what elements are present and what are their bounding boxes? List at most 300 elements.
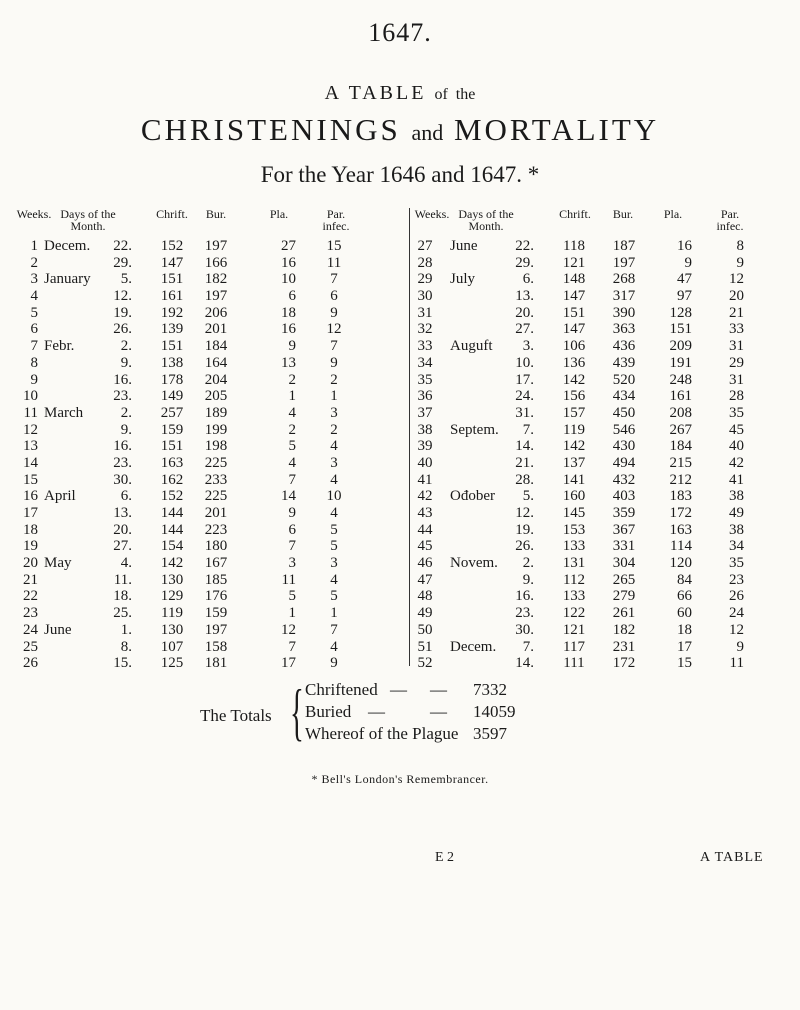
parishes-infected-cell: 5 bbox=[330, 521, 338, 538]
parishes-infected-cell: 49 bbox=[729, 505, 744, 521]
day-of-month: 25. bbox=[113, 605, 132, 622]
month-name: July bbox=[450, 271, 476, 288]
plague-cell: 11 bbox=[281, 571, 296, 588]
header-bur-right: Bur. bbox=[612, 207, 634, 221]
burials-cell: 367 bbox=[612, 521, 636, 538]
day-of-month: 24. bbox=[515, 388, 534, 405]
parishes-infected-cell: 1 bbox=[330, 388, 338, 405]
christenings-cell: 111 bbox=[563, 655, 585, 672]
header-par-line1: Par. bbox=[720, 207, 740, 221]
burials-cell: 187 bbox=[612, 238, 636, 254]
header-par-right bbox=[706, 208, 754, 232]
christenings-cell: 156 bbox=[562, 388, 586, 405]
week-number: 11 bbox=[23, 404, 38, 421]
burials-cell: 181 bbox=[204, 655, 228, 672]
burials-cell: 197 bbox=[612, 254, 636, 271]
parishes-infected-cell: 33 bbox=[729, 321, 744, 338]
christenings-cell: 137 bbox=[562, 454, 586, 471]
plague-cell: 2 bbox=[288, 371, 296, 388]
table-row bbox=[16, 455, 788, 472]
header-weeks-right: Weeks. bbox=[414, 207, 450, 221]
plague-cell: 7 bbox=[288, 538, 296, 555]
burials-cell: 359 bbox=[612, 505, 636, 521]
month-name: Auguft bbox=[450, 338, 493, 355]
plague-cell: 7 bbox=[288, 638, 296, 655]
day-of-month: 2. bbox=[120, 338, 132, 355]
plague-cell: 7 bbox=[288, 471, 296, 488]
month-name: June bbox=[44, 621, 72, 638]
christenings-cell: 192 bbox=[160, 304, 184, 321]
christenings-cell: 141 bbox=[562, 471, 586, 488]
burials-cell: 331 bbox=[612, 538, 636, 555]
parishes-infected-cell: 42 bbox=[729, 454, 744, 471]
table-caption: For the Year 1646 and 1647. * bbox=[260, 162, 540, 187]
month-name: Decem. bbox=[450, 638, 497, 655]
parishes-infected-cell: 4 bbox=[330, 638, 338, 655]
christenings-cell: 121 bbox=[562, 621, 586, 638]
plague-cell: 16 bbox=[677, 238, 692, 254]
burials-cell: 363 bbox=[612, 321, 636, 338]
header-par-line2: infec. bbox=[716, 219, 744, 233]
plague-cell: 2 bbox=[288, 421, 296, 438]
christenings-cell: 133 bbox=[562, 538, 586, 555]
burials-cell: 199 bbox=[204, 421, 228, 438]
christenings-cell: 139 bbox=[160, 321, 184, 338]
week-number: 26 bbox=[23, 655, 38, 672]
parishes-infected-cell: 38 bbox=[729, 488, 744, 505]
header-days-line1: Days of the bbox=[60, 207, 116, 221]
header-days-line1: Days of the bbox=[458, 207, 514, 221]
week-number: 17 bbox=[23, 505, 38, 521]
week-number: 27 bbox=[417, 238, 433, 254]
christenings-cell: 122 bbox=[562, 605, 586, 622]
day-of-month: 9. bbox=[120, 421, 132, 438]
table-row bbox=[16, 305, 788, 322]
day-of-month: 11. bbox=[113, 571, 132, 588]
week-number: 19 bbox=[23, 538, 38, 555]
parishes-infected-cell: 29 bbox=[729, 354, 744, 371]
christenings-cell: 142 bbox=[562, 371, 586, 388]
burials-cell: 167 bbox=[204, 555, 228, 572]
christenings-cell: 152 bbox=[160, 488, 184, 505]
plague-cell: 128 bbox=[669, 304, 692, 321]
plague-cell: 248 bbox=[669, 371, 692, 388]
plague-cell: 183 bbox=[669, 488, 692, 505]
burials-cell: 204 bbox=[204, 371, 228, 388]
parishes-infected-cell: 23 bbox=[729, 571, 744, 588]
month-name: March bbox=[44, 404, 84, 421]
buried-label: Buried bbox=[305, 702, 352, 721]
brace-glyph: { bbox=[290, 676, 304, 747]
day-of-month: 28. bbox=[515, 471, 534, 488]
burials-cell: 180 bbox=[204, 538, 228, 555]
burials-cell: 197 bbox=[204, 238, 228, 254]
parishes-infected-cell: 4 bbox=[330, 505, 338, 521]
burials-cell: 185 bbox=[204, 571, 228, 588]
burials-cell: 184 bbox=[204, 338, 228, 355]
plague-cell: 47 bbox=[677, 271, 692, 288]
christenings-cell: 112 bbox=[563, 571, 585, 588]
christenings-cell: 151 bbox=[160, 338, 184, 355]
parishes-infected-cell: 35 bbox=[729, 555, 744, 572]
table-row bbox=[16, 271, 788, 288]
day-of-month: 19. bbox=[113, 304, 132, 321]
burials-cell: 546 bbox=[612, 421, 636, 438]
burials-cell: 439 bbox=[612, 354, 636, 371]
month-name: May bbox=[44, 555, 72, 572]
christenings-cell: 163 bbox=[160, 454, 184, 471]
header-bur-left: Bur. bbox=[205, 207, 227, 221]
subtitle-table: TABLE bbox=[348, 82, 427, 104]
parishes-infected-cell: 11 bbox=[326, 254, 342, 271]
burials-cell: 223 bbox=[204, 521, 228, 538]
burials-cell: 304 bbox=[612, 555, 636, 572]
day-of-month: 13. bbox=[515, 288, 534, 305]
parishes-infected-cell: 9 bbox=[330, 655, 338, 672]
burials-cell: 450 bbox=[612, 404, 636, 421]
parishes-infected-cell: 9 bbox=[330, 354, 338, 371]
parishes-infected-cell: 15 bbox=[326, 238, 342, 254]
christenings-cell: 257 bbox=[160, 404, 184, 421]
week-number: 38 bbox=[417, 421, 433, 438]
table-row bbox=[16, 288, 788, 305]
header-christ-left: Chrift. bbox=[156, 207, 188, 221]
week-number: 8 bbox=[30, 354, 38, 371]
day-of-month: 5. bbox=[522, 488, 534, 505]
plague-label: Whereof of the Plague bbox=[305, 724, 459, 743]
dash: — bbox=[390, 680, 407, 699]
title-mortality: MORTALITY bbox=[453, 112, 660, 147]
parishes-infected-cell: 10 bbox=[326, 488, 342, 505]
parishes-infected-cell: 20 bbox=[729, 288, 744, 305]
burials-cell: 197 bbox=[204, 621, 228, 638]
day-of-month: 15. bbox=[113, 655, 132, 672]
parishes-infected-cell: 21 bbox=[729, 304, 744, 321]
plague-cell: 13 bbox=[281, 354, 296, 371]
week-number: 20 bbox=[23, 555, 38, 572]
week-number: 22 bbox=[23, 588, 38, 605]
day-of-month: 12. bbox=[113, 288, 132, 305]
burials-cell: 225 bbox=[204, 488, 228, 505]
burials-cell: 189 bbox=[204, 404, 228, 421]
parishes-infected-cell: 31 bbox=[729, 338, 744, 355]
day-of-month: 9. bbox=[120, 354, 132, 371]
parishes-infected-cell: 11 bbox=[729, 655, 744, 672]
parishes-infected-cell: 4 bbox=[330, 438, 338, 455]
plague-cell: 5 bbox=[288, 438, 296, 455]
plague-cell: 215 bbox=[669, 454, 692, 471]
week-number: 36 bbox=[417, 388, 433, 405]
parishes-infected-cell: 12 bbox=[326, 321, 342, 338]
christenings-cell: 130 bbox=[160, 571, 184, 588]
parishes-infected-cell: 1 bbox=[330, 605, 338, 622]
burials-cell: 182 bbox=[612, 621, 636, 638]
plague-cell: 208 bbox=[669, 404, 692, 421]
day-of-month: 18. bbox=[113, 588, 132, 605]
week-number: 3 bbox=[30, 271, 38, 288]
month-name: April bbox=[44, 488, 76, 505]
parishes-infected-cell: 35 bbox=[729, 404, 744, 421]
christenings-cell: 151 bbox=[160, 438, 184, 455]
week-number: 25 bbox=[23, 638, 38, 655]
page-year: 1647. bbox=[368, 18, 432, 47]
burials-cell: 206 bbox=[204, 304, 228, 321]
burials-cell: 159 bbox=[204, 605, 228, 622]
day-of-month: 26. bbox=[515, 538, 534, 555]
burials-cell: 403 bbox=[612, 488, 636, 505]
week-number: 44 bbox=[417, 521, 433, 538]
week-number: 4 bbox=[30, 288, 38, 305]
parishes-infected-cell: 38 bbox=[729, 521, 744, 538]
header-par-line1: Par. bbox=[326, 207, 346, 221]
burials-cell: 233 bbox=[204, 471, 228, 488]
day-of-month: 21. bbox=[515, 454, 534, 471]
parishes-infected-cell: 3 bbox=[330, 454, 338, 471]
day-of-month: 16. bbox=[113, 438, 132, 455]
plague-cell: 12 bbox=[281, 621, 296, 638]
week-number: 51 bbox=[417, 638, 433, 655]
parishes-infected-cell: 8 bbox=[736, 238, 744, 254]
day-of-month: 23. bbox=[515, 605, 534, 622]
table-row bbox=[16, 388, 788, 405]
day-of-month: 23. bbox=[113, 388, 132, 405]
totals-block bbox=[0, 676, 800, 750]
christenings-cell: 151 bbox=[562, 304, 586, 321]
burials-cell: 201 bbox=[204, 321, 228, 338]
christenings-cell: 144 bbox=[160, 505, 184, 521]
burials-cell: 268 bbox=[612, 271, 636, 288]
plague-cell: 120 bbox=[669, 555, 692, 572]
plague-cell: 9 bbox=[288, 338, 296, 355]
plague-cell: 163 bbox=[669, 521, 692, 538]
burials-cell: 176 bbox=[204, 588, 228, 605]
day-of-month: 30. bbox=[515, 621, 534, 638]
christenings-cell: 160 bbox=[562, 488, 586, 505]
week-number: 31 bbox=[417, 304, 433, 321]
parishes-infected-cell: 7 bbox=[330, 338, 338, 355]
week-number: 1 bbox=[30, 238, 38, 254]
parishes-infected-cell: 40 bbox=[729, 438, 744, 455]
christenings-cell: 142 bbox=[160, 555, 184, 572]
burials-cell: 434 bbox=[612, 388, 636, 405]
plague-cell: 1 bbox=[288, 388, 296, 405]
week-number: 15 bbox=[23, 471, 38, 488]
burials-cell: 158 bbox=[204, 638, 228, 655]
christened-value: 7332 bbox=[473, 680, 507, 699]
christenings-cell: 152 bbox=[160, 238, 184, 254]
week-number: 30 bbox=[417, 288, 433, 305]
christenings-cell: 157 bbox=[562, 404, 586, 421]
month-name: Ođober bbox=[450, 488, 495, 505]
week-number: 9 bbox=[30, 371, 38, 388]
burials-cell: 494 bbox=[612, 454, 636, 471]
plague-cell: 9 bbox=[684, 254, 692, 271]
christenings-cell: 125 bbox=[160, 655, 184, 672]
parishes-infected-cell: 12 bbox=[729, 621, 744, 638]
christenings-cell: 117 bbox=[563, 638, 585, 655]
signature-mark: E 2 bbox=[435, 850, 455, 865]
week-number: 37 bbox=[417, 404, 433, 421]
dash: — bbox=[368, 702, 385, 721]
table-row bbox=[16, 372, 788, 389]
week-number: 14 bbox=[23, 454, 38, 471]
week-number: 45 bbox=[417, 538, 433, 555]
month-name: Septem. bbox=[450, 421, 499, 438]
christenings-cell: 154 bbox=[160, 538, 184, 555]
subtitle bbox=[0, 82, 800, 105]
burials-cell: 198 bbox=[204, 438, 228, 455]
day-of-month: 31. bbox=[515, 404, 534, 421]
christenings-cell: 159 bbox=[160, 421, 184, 438]
burials-cell: 390 bbox=[612, 304, 636, 321]
footnote: * Bell's London's Remembrancer. bbox=[311, 772, 489, 786]
burials-cell: 201 bbox=[204, 505, 228, 521]
plague-cell: 10 bbox=[281, 271, 296, 288]
parishes-infected-cell: 4 bbox=[330, 571, 338, 588]
plague-cell: 212 bbox=[669, 471, 692, 488]
christenings-cell: 133 bbox=[562, 588, 586, 605]
header-pla-right: Pla. bbox=[663, 207, 683, 221]
totals-label: The Totals bbox=[200, 706, 272, 725]
burials-cell: 432 bbox=[612, 471, 636, 488]
plague-cell: 14 bbox=[281, 488, 296, 505]
burials-cell: 166 bbox=[204, 254, 228, 271]
plague-cell: 18 bbox=[677, 621, 692, 638]
christenings-cell: 129 bbox=[160, 588, 184, 605]
day-of-month: 20. bbox=[515, 304, 534, 321]
parishes-infected-cell: 3 bbox=[330, 555, 338, 572]
week-number: 6 bbox=[30, 321, 38, 338]
day-of-month: 16. bbox=[515, 588, 534, 605]
christenings-cell: 130 bbox=[160, 621, 184, 638]
day-of-month: 27. bbox=[515, 321, 534, 338]
day-of-month: 2. bbox=[522, 555, 534, 572]
buried-value: 14059 bbox=[473, 702, 516, 721]
table-row bbox=[16, 572, 788, 589]
plague-cell: 97 bbox=[677, 288, 692, 305]
day-of-month: 6. bbox=[120, 488, 132, 505]
week-number: 18 bbox=[23, 521, 38, 538]
table-row bbox=[16, 255, 788, 272]
burials-cell: 205 bbox=[204, 388, 228, 405]
burials-cell: 265 bbox=[612, 571, 636, 588]
header-days-right bbox=[444, 208, 528, 232]
burials-cell: 197 bbox=[204, 288, 228, 305]
christenings-cell: 149 bbox=[160, 388, 184, 405]
plague-cell: 84 bbox=[677, 571, 692, 588]
parishes-infected-cell: 9 bbox=[736, 638, 744, 655]
plague-cell: 17 bbox=[281, 655, 296, 672]
parishes-infected-cell: 7 bbox=[330, 271, 338, 288]
week-number: 7 bbox=[30, 338, 38, 355]
day-of-month: 5. bbox=[120, 271, 132, 288]
week-number: 48 bbox=[417, 588, 433, 605]
day-of-month: 22. bbox=[515, 238, 534, 254]
parishes-infected-cell: 45 bbox=[729, 421, 744, 438]
month-name: June bbox=[450, 238, 478, 254]
plague-cell: 151 bbox=[669, 321, 692, 338]
day-of-month: 8. bbox=[120, 638, 132, 655]
day-of-month: 29. bbox=[113, 254, 132, 271]
title-christenings: CHRISTENINGS bbox=[140, 112, 401, 147]
week-number: 35 bbox=[417, 371, 433, 388]
plague-cell: 6 bbox=[288, 288, 296, 305]
day-of-month: 1. bbox=[120, 621, 132, 638]
christenings-cell: 144 bbox=[160, 521, 184, 538]
catchword: A TABLE bbox=[700, 850, 764, 865]
plague-cell: 184 bbox=[669, 438, 692, 455]
day-of-month: 17. bbox=[515, 371, 534, 388]
week-number: 33 bbox=[417, 338, 433, 355]
plague-cell: 27 bbox=[281, 238, 296, 254]
plague-cell: 3 bbox=[288, 555, 296, 572]
plague-cell: 18 bbox=[281, 304, 296, 321]
month-name: January bbox=[44, 271, 91, 288]
table-row bbox=[16, 438, 788, 455]
burials-cell: 172 bbox=[612, 655, 636, 672]
christenings-cell: 106 bbox=[562, 338, 586, 355]
burials-cell: 436 bbox=[612, 338, 636, 355]
week-number: 39 bbox=[417, 438, 433, 455]
burials-cell: 261 bbox=[612, 605, 636, 622]
page-title bbox=[0, 112, 800, 148]
header-pla-left: Pla. bbox=[269, 207, 289, 221]
week-number: 52 bbox=[417, 655, 433, 672]
week-number: 34 bbox=[417, 354, 433, 371]
week-number: 16 bbox=[23, 488, 38, 505]
parishes-infected-cell: 2 bbox=[330, 371, 338, 388]
plague-cell: 15 bbox=[677, 655, 692, 672]
header-par-left bbox=[312, 208, 360, 232]
burials-cell: 231 bbox=[612, 638, 636, 655]
parishes-infected-cell: 5 bbox=[330, 588, 338, 605]
parishes-infected-cell: 3 bbox=[330, 404, 338, 421]
christenings-cell: 147 bbox=[562, 321, 586, 338]
burials-cell: 520 bbox=[612, 371, 636, 388]
day-of-month: 10. bbox=[515, 354, 534, 371]
week-number: 43 bbox=[417, 505, 433, 521]
header-days-left bbox=[46, 208, 130, 232]
day-of-month: 7. bbox=[522, 638, 534, 655]
day-of-month: 4. bbox=[120, 555, 132, 572]
day-of-month: 6. bbox=[522, 271, 534, 288]
plague-cell: 16 bbox=[281, 254, 296, 271]
christenings-cell: 136 bbox=[562, 354, 586, 371]
day-of-month: 19. bbox=[515, 521, 534, 538]
week-number: 32 bbox=[417, 321, 433, 338]
christenings-cell: 107 bbox=[160, 638, 184, 655]
burials-cell: 317 bbox=[612, 288, 636, 305]
week-number: 24 bbox=[23, 621, 38, 638]
parishes-infected-cell: 6 bbox=[330, 288, 338, 305]
month-name: Decem. bbox=[44, 238, 91, 254]
christenings-cell: 151 bbox=[160, 271, 184, 288]
month-name: Febr. bbox=[44, 338, 75, 355]
week-number: 21 bbox=[23, 571, 38, 588]
day-of-month: 16. bbox=[113, 371, 132, 388]
week-number: 2 bbox=[30, 254, 38, 271]
table-body bbox=[16, 238, 788, 672]
week-number: 29 bbox=[417, 271, 433, 288]
table-row bbox=[16, 639, 788, 656]
table-row bbox=[16, 355, 788, 372]
plague-cell: 1 bbox=[288, 605, 296, 622]
day-of-month: 26. bbox=[113, 321, 132, 338]
parishes-infected-cell: 9 bbox=[736, 254, 744, 271]
dash: — bbox=[430, 680, 447, 699]
week-number: 46 bbox=[417, 555, 433, 572]
table-row bbox=[16, 505, 788, 522]
